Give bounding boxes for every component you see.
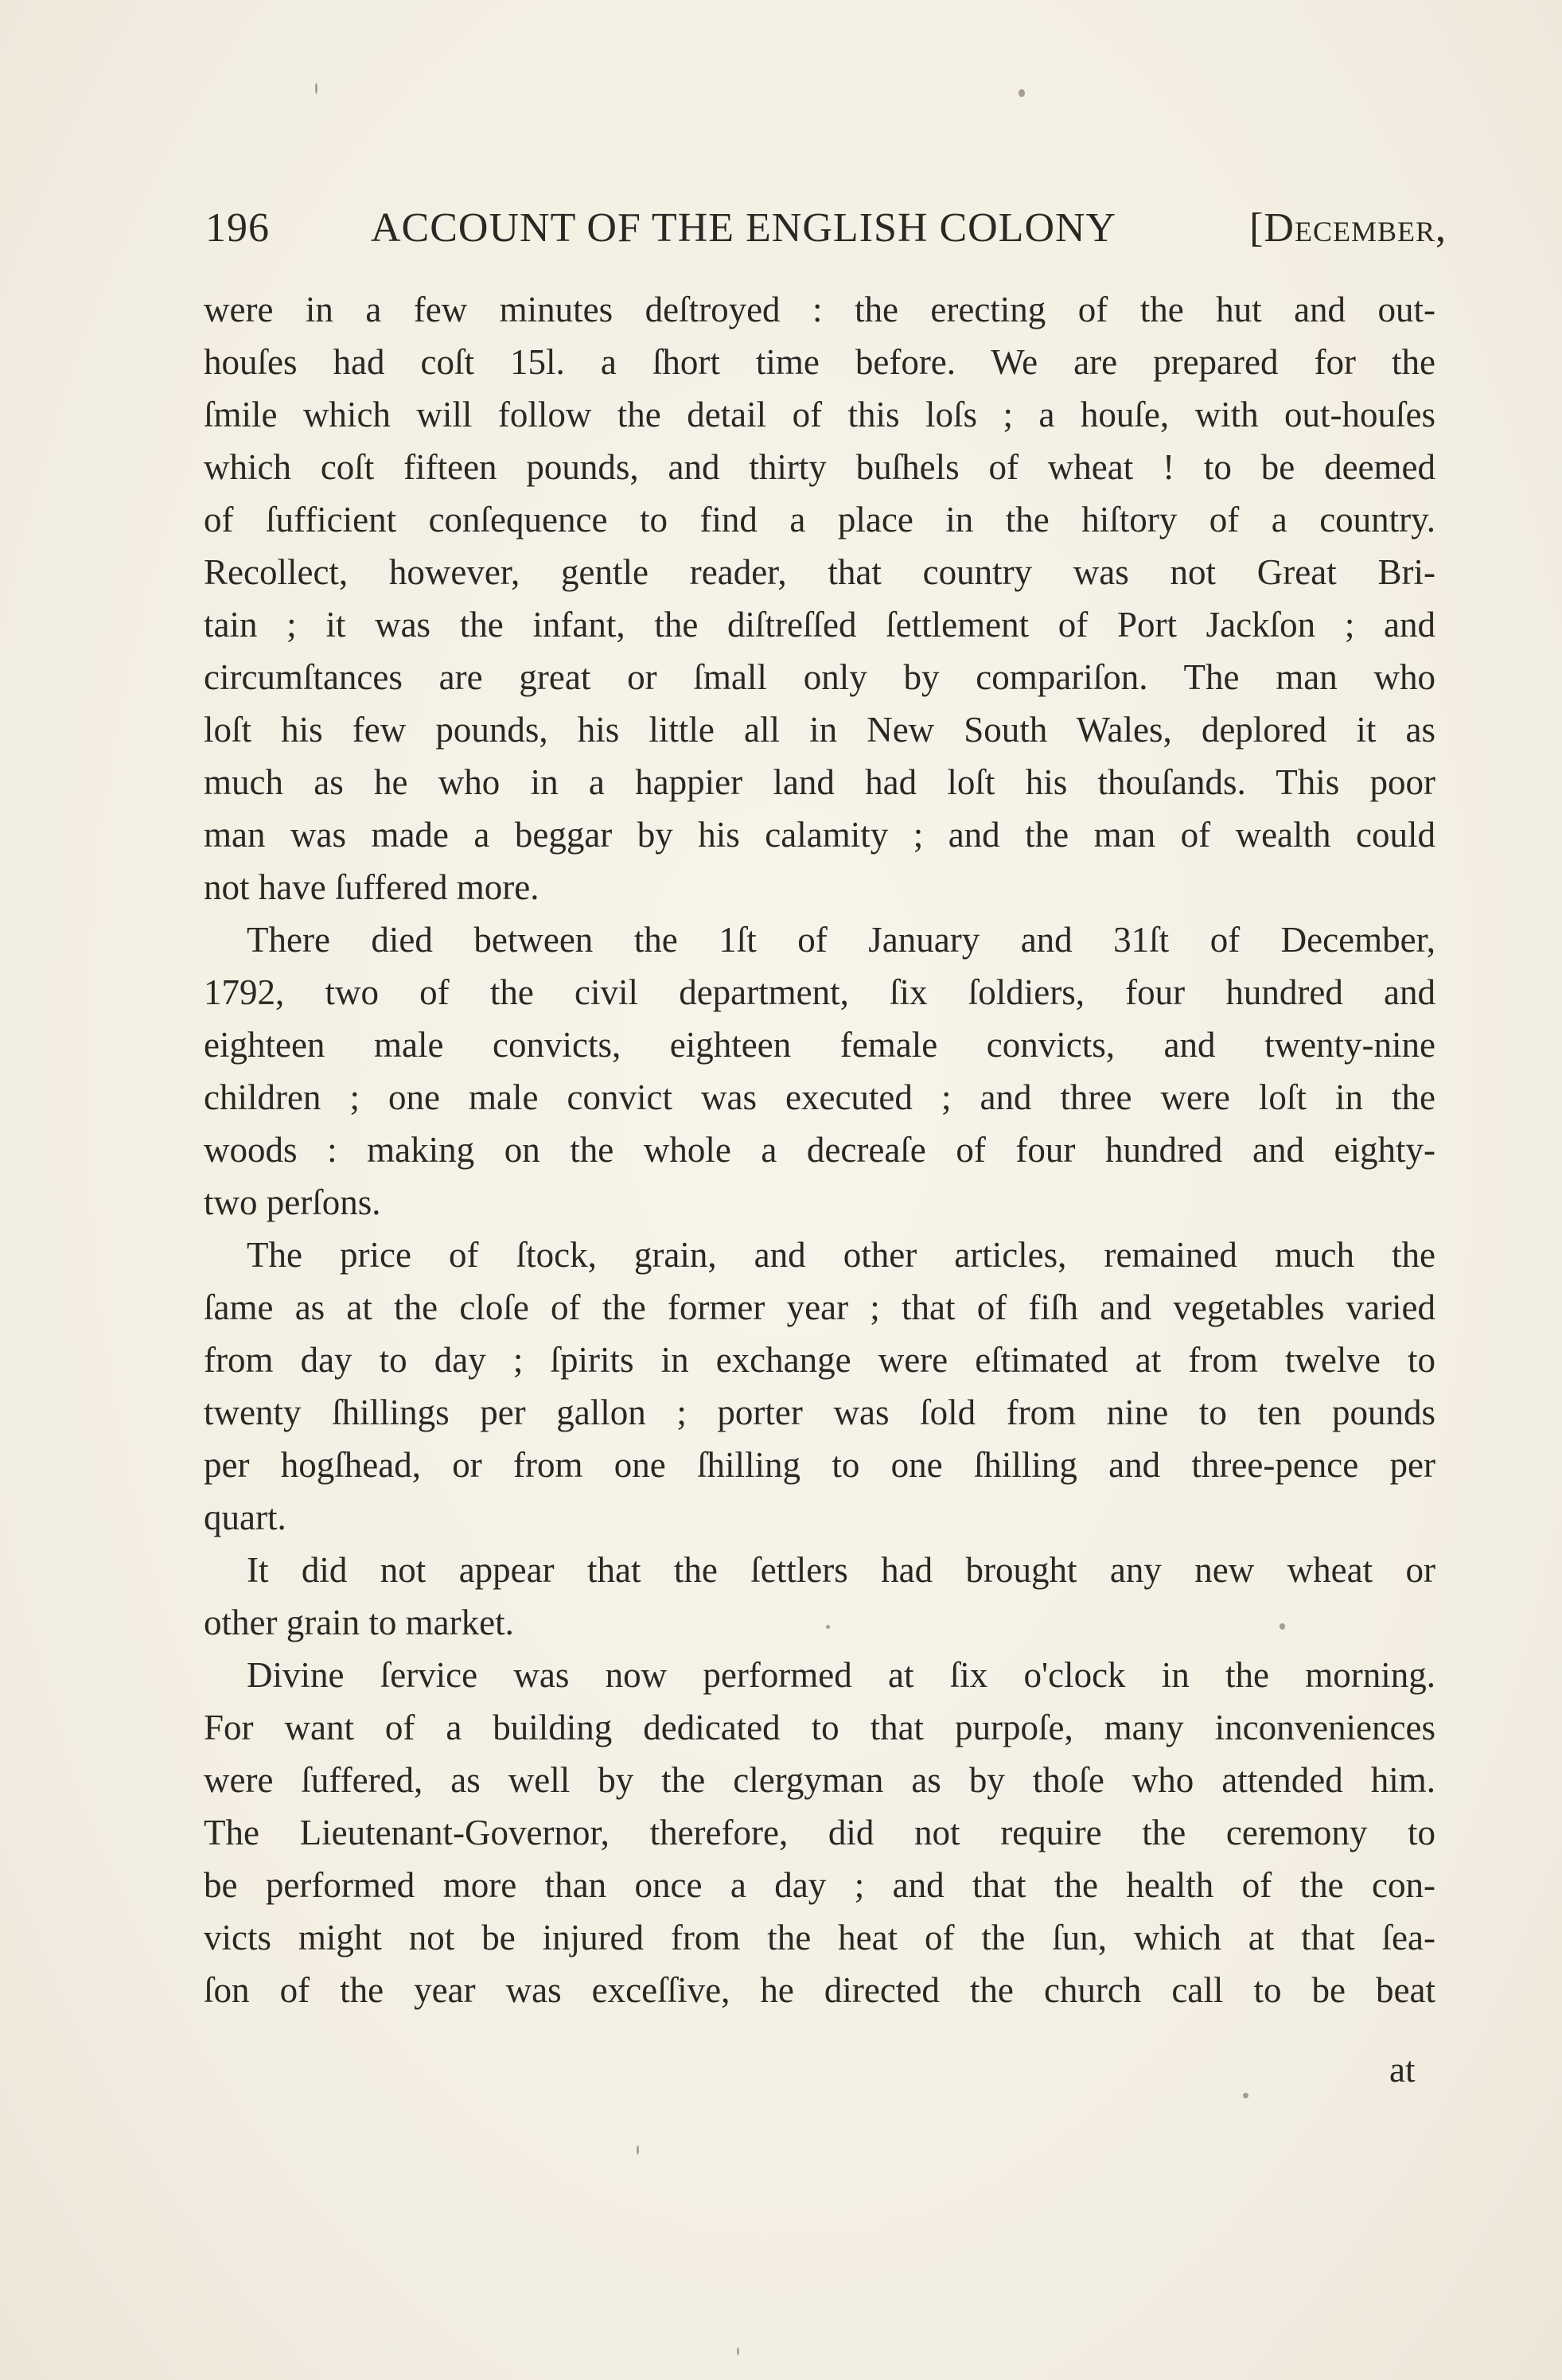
text-line: were ſuffered, as well by the clergyman as by thoſe who attended him. [204,1760,1435,1800]
text-line: of ſufficient conſequence to find a place in the hiſtory of a country. [204,500,1435,539]
text-line: Divine ſervice was now performed at ſix o'clock in the morning. [247,1655,1435,1695]
text-line: were in a few minutes deſtroyed : the erecting of the hut and out- [204,290,1435,329]
catchword: at [1389,2050,1416,2090]
paper-speck [1243,2093,1248,2098]
text-line: ſame as at the cloſe of the former year ; that of fiſh and vegetables varied [204,1287,1435,1327]
paper-speck [826,1625,830,1629]
text-line: two perſons. [204,1182,381,1222]
text-line: which coſt fifteen pounds, and thirty buſhels of wheat ! to be deemed [204,447,1435,487]
paper-speck [315,83,317,94]
text-line: man was made a beggar by his calamity ; and the man of wealth could [204,815,1435,855]
paper-speck [1019,89,1025,97]
running-head [205,201,1447,256]
text-line: be performed more than once a day ; and that the health of the con- [204,1865,1435,1905]
text-line: per hogſhead, or from one ſhilling to one ſhilling and three-pence per [204,1445,1435,1485]
text-line: The price of ſtock, grain, and other articles, remained much the [247,1235,1435,1275]
paper-speck [637,2145,639,2155]
running-title: ACCOUNT OF THE ENGLISH COLONY [371,205,1117,251]
text-line: from day to day ; ſpirits in exchange were eſtimated at from twelve to [204,1340,1435,1380]
text-line: The Lieutenant-Governor, therefore, did not require the ceremony to [204,1813,1435,1852]
text-line: ſmile which will follow the detail of this loſs ; a houſe, with out-houſes [204,395,1435,434]
page-number: 196 [205,205,270,251]
text-line: houſes had coſt 15l. a ſhort time before. We are prepared for the [204,342,1435,382]
text-line: circumſtances are great or ſmall only by compariſon. The man who [204,657,1435,697]
text-line: eighteen male convicts, eighteen female convicts, and twenty-nine [204,1025,1435,1065]
paper-speck [737,2347,739,2355]
text-line: not have ſuffered more. [204,867,539,907]
text-line: There died between the 1ſt of January and 31ſt of December, [247,920,1435,960]
running-month: [December, [1249,205,1447,251]
text-line: much as he who in a happier land had loſt his thouſands. This poor [204,762,1435,802]
text-line: other grain to market. [204,1603,514,1642]
text-line: Recollect, however, gentle reader, that country was not Great Bri- [204,552,1435,592]
paper-speck [1280,1623,1285,1630]
body-text [204,283,1435,2016]
text-line: loſt his few pounds, his little all in New South Wales, deplored it as [204,710,1435,750]
text-line: twenty ſhillings per gallon ; porter was ſold from nine to ten pounds [204,1393,1435,1432]
text-line: 1792, two of the civil department, ſix ſoldiers, four hundred and [204,972,1435,1012]
text-line: quart. [204,1498,286,1537]
text-line: tain ; it was the infant, the diſtreſſed ſettlement of Port Jackſon ; and [204,605,1435,645]
text-line: ſon of the year was exceſſive, he directed the church call to be beat [204,1970,1435,2010]
text-line: victs might not be injured from the heat of the ſun, which at that ſea- [204,1918,1435,1957]
text-line: It did not appear that the ſettlers had brought any new wheat or [247,1550,1435,1590]
text-line: For want of a building dedicated to that purpoſe, many inconveniences [204,1708,1435,1747]
text-line: woods : making on the whole a decreaſe of four hundred and eighty- [204,1130,1435,1170]
text-line: children ; one male convict was executed ; and three were loſt in the [204,1077,1435,1117]
